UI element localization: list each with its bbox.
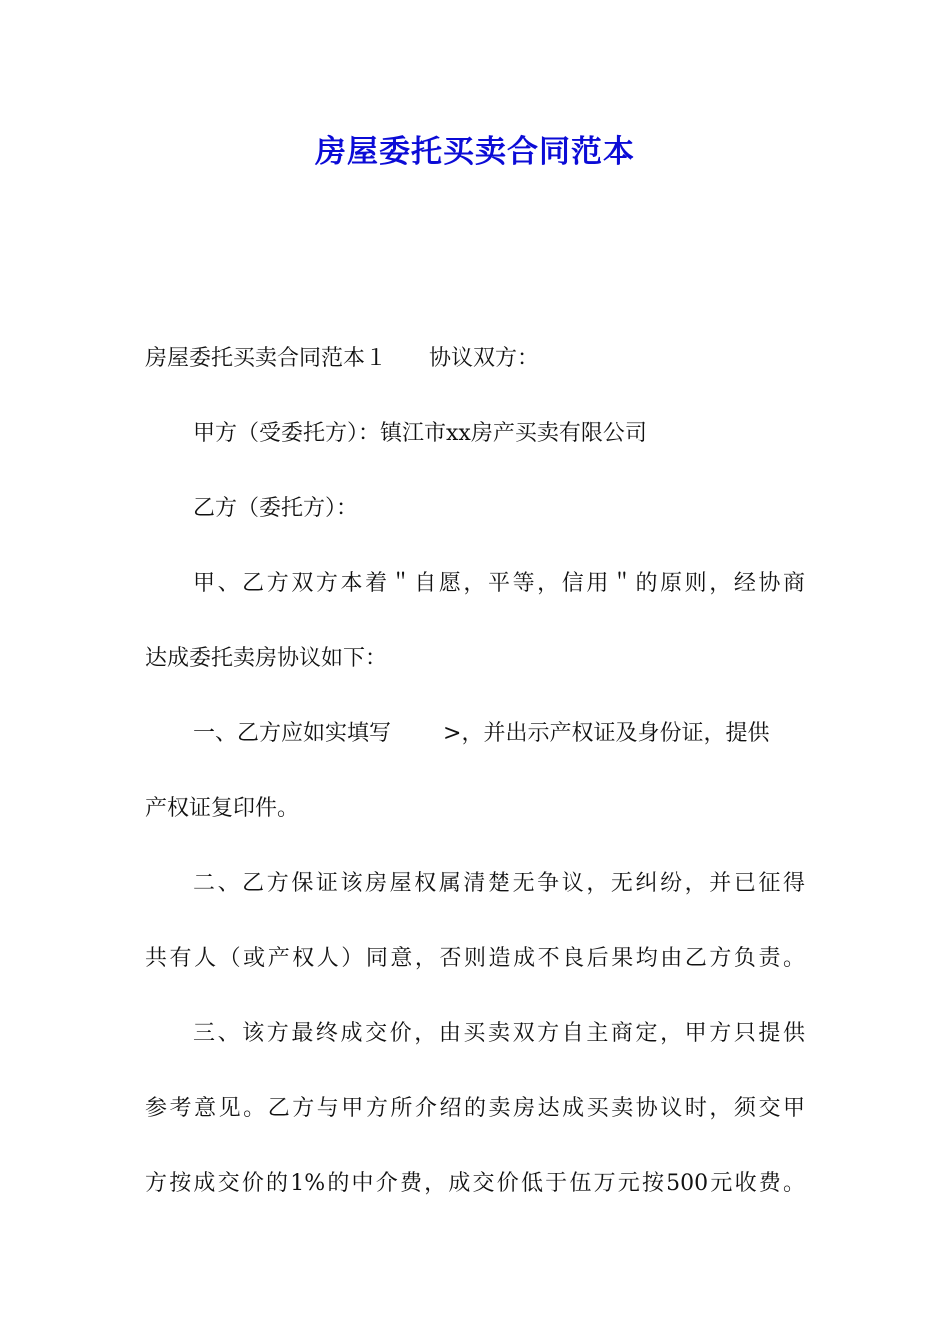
- heading-line: [145, 343, 805, 375]
- clause-3-line-2: 参考意见。乙方与甲方所介绍的卖房达成买卖协议时，须交甲: [145, 1096, 805, 1121]
- intro-line-2: 达成委托卖房协议如下：: [145, 646, 388, 671]
- party-a-line: 甲方（受委托方）：镇江市xx房产买卖有限公司: [193, 421, 647, 446]
- clause-3-line-1: 三、该方最终成交价，由买卖双方自主商定，甲方只提供: [193, 1021, 805, 1046]
- document-title: 房屋委托买卖合同范本: [315, 134, 635, 170]
- intro-line-1: 甲、乙方双方本着＂自愿，平等，信用＂的原则，经协商: [193, 571, 805, 596]
- clause-2-line-1: 二、乙方保证该房屋权属清楚无争议，无纠纷，并已征得: [193, 871, 805, 896]
- clause-3-line-3: 方按成交价的1%的中介费，成交价低于伍万元按500元收费。: [145, 1171, 805, 1196]
- section-title: 房屋委托买卖合同范本１: [145, 346, 388, 371]
- clause-1-part-a: 一、乙方应如实填写: [193, 721, 392, 746]
- clause-1-line-2: 产权证复印件。: [145, 796, 300, 821]
- clause-2-line-2: 共有人（或产权人）同意，否则造成不良后果均由乙方负责。: [145, 946, 805, 971]
- clause-1-line-1: [193, 718, 805, 750]
- clause-1-part-b: >，并出示产权证及身份证，提供: [443, 721, 770, 746]
- party-b-line: 乙方（委托方）：: [193, 496, 359, 521]
- parties-label: 协议双方：: [429, 346, 540, 371]
